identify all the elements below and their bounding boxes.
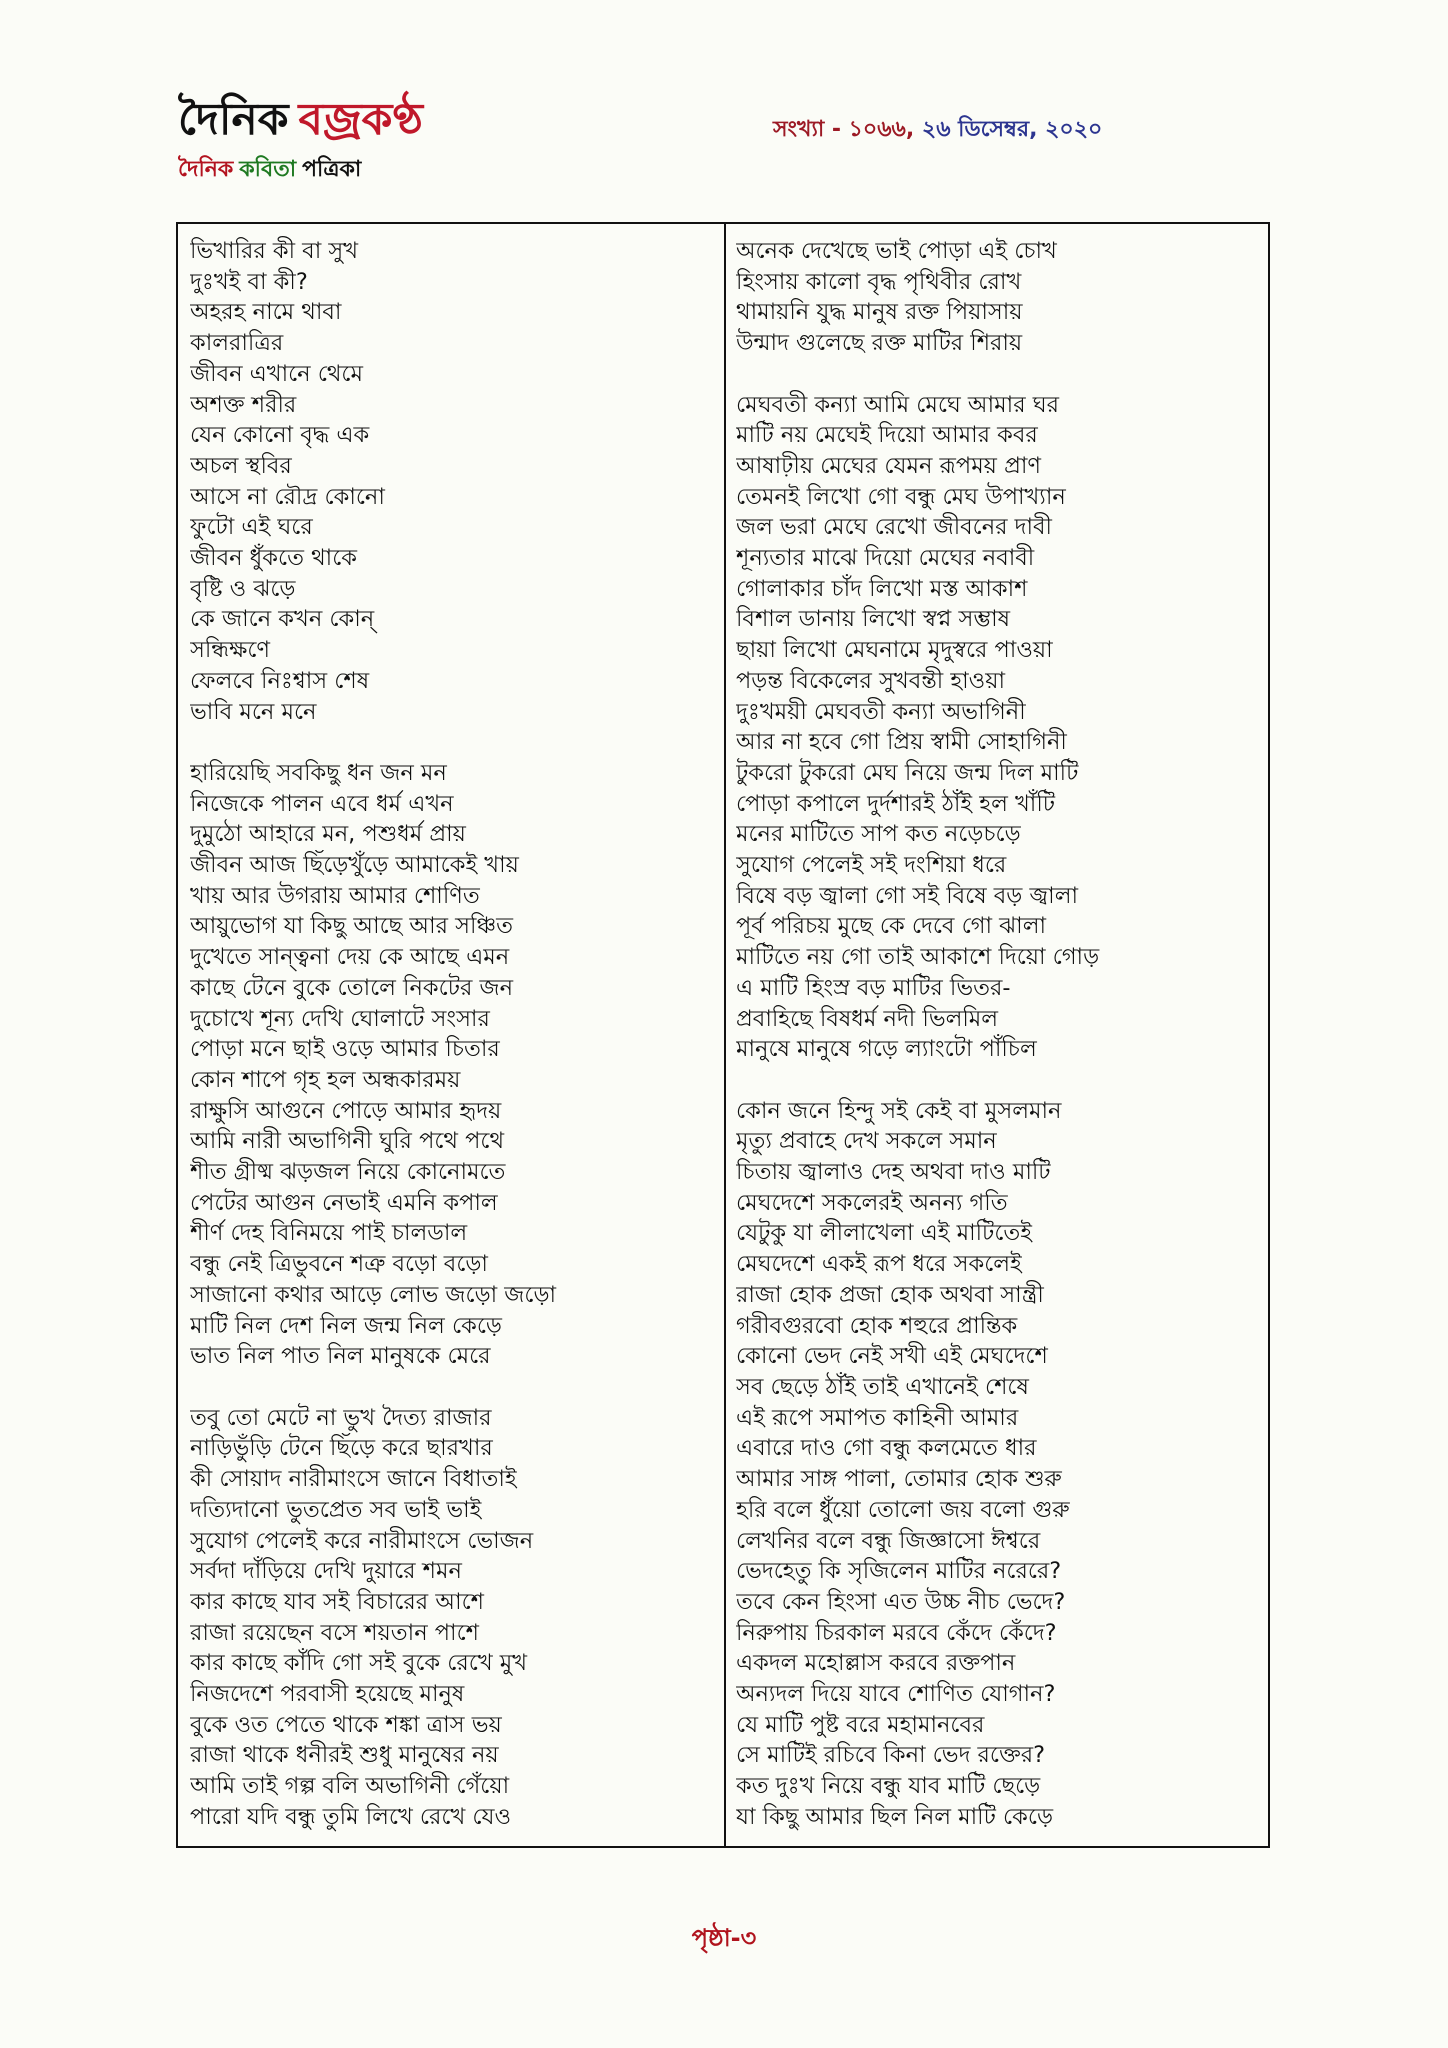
poem-line: এই রূপে সমাপত কাহিনী আমার	[736, 1404, 1019, 1431]
poem-line: থামায়নি যুদ্ধ মানুষ রক্ত পিয়াসায়	[736, 299, 1023, 326]
page-number: পৃষ্ঠা-৩	[691, 1924, 757, 1952]
poem-line: সর্বদা দাঁড়িয়ে দেখি দুয়ারে শমন	[190, 1558, 462, 1585]
poem-line: অচল স্থবির	[190, 452, 292, 479]
poem-line: সন্ধিক্ষণে	[190, 637, 270, 664]
logo-word-2: বজ্রকণ্ঠ	[298, 94, 423, 145]
poem-line: যা কিছু আমার ছিল নিল মাটি কেড়ে	[736, 1803, 1054, 1830]
poem-line: যেটুকু যা লীলাখেলা এই মাটিতেই	[736, 1220, 1032, 1247]
poem-line: কালরাত্রির	[190, 330, 284, 357]
poem-line: সে মাটিই রচিবে কিনা ভেদ রক্তের?	[736, 1742, 1046, 1769]
poem-line: আয়ুভোগ যা কিছু আছে আর সঞ্চিত	[190, 913, 514, 940]
stanza	[190, 758, 715, 1372]
poem-line: ভাত নিল পাত নিল মানুষকে মেরে	[190, 1343, 491, 1370]
poem-line: কোন জনে হিন্দু সই কেই বা মুসলমান	[736, 1097, 1062, 1124]
poem-line: যে মাটি পুষ্ট বরে মহামানবের	[736, 1711, 985, 1738]
poem-line: গোলাকার চাঁদ লিখো মস্ত আকাশ	[736, 575, 1028, 602]
poem-line: আসে না রৌদ্র কোনো	[190, 483, 385, 510]
poem-line: মাটি নয় মেঘেই দিয়ো আমার কবর	[736, 422, 1038, 449]
column-divider	[724, 224, 726, 1846]
issue-info	[773, 112, 1102, 149]
poem-line: একদল মহোল্লাস করবে রক্তপান	[736, 1650, 1016, 1677]
poem-line: বিশাল ডানায় লিখো স্বপ্ন সম্ভাষ	[736, 606, 1011, 633]
poem-line: তবে কেন হিংসা এত উচ্চ নীচ ভেদে?	[736, 1588, 1066, 1615]
poem-line: দুঃখময়ী মেঘবতী কন্যা অভাগিনী	[736, 698, 1026, 725]
poem-left-column	[190, 236, 715, 1833]
poem-line: ভেদহেতু কি সৃজিলেন মাটির নরেরে?	[736, 1558, 1062, 1585]
poem-line: চিতায় জ্বালাও দেহ অথবা দাও মাটি	[736, 1159, 1051, 1186]
poem-line: মৃত্যু প্রবাহে দেখ সকলে সমান	[736, 1128, 997, 1155]
poem-line: কত দুঃখ নিয়ে বন্ধু যাব মাটি ছেড়ে	[736, 1773, 1041, 1800]
tagline-part-2: কবিতা	[239, 157, 297, 182]
poem-line: কার কাছে যাব সই বিচারের আশে	[190, 1588, 484, 1615]
poem-line: হিংসায় কালো বৃদ্ধ পৃথিবীর রোখ	[736, 268, 1022, 295]
poem-line: পোড়া মনে ছাই ওড়ে আমার চিতার	[190, 1036, 500, 1063]
poem-line: বন্ধু নেই ত্রিভুবনে শত্রু বড়ো বড়ো	[190, 1251, 488, 1278]
poem-line: জীবন ধুঁকতে থাকে	[190, 545, 357, 572]
poem-line: মাটি নিল দেশ নিল জন্ম নিল কেড়ে	[190, 1312, 502, 1339]
poem-line: আর না হবে গো প্রিয় স্বামী সোহাগিনী	[736, 729, 1067, 756]
tagline	[178, 152, 423, 189]
poem-line: সুযোগ পেলেই করে নারীমাংসে ভোজন	[190, 1527, 534, 1554]
poem-line: হরি বলে ধুঁয়ো তোলো জয় বলো গুরু	[736, 1496, 1070, 1523]
poem-line: ভাবি মনে মনে	[190, 698, 317, 725]
poem-line: পূর্ব পরিচয় মুছে কে দেবে গো ঝালা	[736, 913, 1046, 940]
poem-line: নিজদেশে পরবাসী হয়েছে মানুষ	[190, 1681, 465, 1708]
poem-line: দত্যিদানো ভুতপ্রেত সব ভাই ভাই	[190, 1496, 482, 1523]
masthead	[178, 92, 423, 189]
poem-line: অনেক দেখেছে ভাই পোড়া এই চোখ	[736, 238, 1057, 264]
poem-line: খায় আর উগরায় আমার শোণিত	[190, 882, 480, 909]
issue-number: সংখ্যা - ১০৬৬,	[773, 117, 915, 142]
poem-line: অন্যদল দিয়ে যাবে শোণিত যোগান?	[736, 1681, 1056, 1708]
poem-line: উন্মাদ গুলেছে রক্ত মাটির শিরায়	[736, 330, 1023, 357]
poem-line: সাজানো কথার আড়ে লোভ জড়ো জড়ো	[190, 1281, 557, 1308]
poem-line: জীবন এখানে থেমে	[190, 360, 363, 387]
poem-line: রাজা থাকে ধনীরই শুধু মানুষের নয়	[190, 1742, 499, 1769]
poem-line: ভিখারির কী বা সুখ	[190, 238, 359, 264]
poem-line: জীবন আজ ছিঁড়েখুঁড়ে আমাকেই খায়	[190, 852, 519, 879]
poem-line: এবারে দাও গো বন্ধু কলমেতে ধার	[736, 1435, 1037, 1462]
poem-line: অহরহ নামে থাবা	[190, 299, 342, 326]
poem-line: প্রবাহিছে বিষধর্ম নদী ভিলমিল	[736, 1005, 999, 1032]
poem-line: সব ছেড়ে ঠাঁই তাই এখানেই শেষে	[736, 1373, 1029, 1400]
poem-line: পড়ন্ত বিকেলের সুখবন্তী হাওয়া	[736, 667, 1006, 694]
poem-line: অশক্ত শরীর	[190, 391, 297, 418]
stanza	[736, 390, 1261, 1065]
poem-line: সুযোগ পেলেই সই দংশিয়া ধরে	[736, 852, 1007, 879]
poem-line: কাছে টেনে বুকে তোলে নিকটের জন	[190, 974, 514, 1001]
poem-line: নিরুপায় চিরকাল মরবে কেঁদে কেঁদে?	[736, 1619, 1057, 1646]
poem-line: শূন্যতার মাঝে দিয়ো মেঘের নবাবী	[736, 545, 1035, 572]
poem-line: হারিয়েছি সবকিছু ধন জন মন	[190, 759, 447, 786]
stanza	[736, 1096, 1261, 1833]
poem-line: রাক্ষুসি আগুনে পোড়ে আমার হৃদয়	[190, 1097, 502, 1124]
poem-line: মেঘদেশে একই রূপ ধরে সকলেই	[736, 1251, 1022, 1278]
poem-line: আমার সাঙ্গ পালা, তোমার হোক শুরু	[736, 1466, 1062, 1493]
poem-frame	[176, 222, 1270, 1848]
poem-line: বুকে ওত পেতে থাকে শঙ্কা ত্রাস ভয়	[190, 1711, 502, 1738]
poem-line: এ মাটি হিংস্র বড় মাটির ভিতর-	[736, 974, 1011, 1001]
poem-line: দুখেতে সান্ত্বনা দেয় কে আছে এমন	[190, 944, 510, 971]
poem-line: ছায়া লিখো মেঘনামে মৃদুস্বরে পাওয়া	[736, 637, 1053, 664]
poem-line: কোন শাপে গৃহ হল অন্ধকারময়	[190, 1066, 461, 1093]
poem-line: পেটের আগুন নেভাই এমনি কপাল	[190, 1189, 498, 1216]
stanza	[190, 236, 715, 727]
poem-line: বিষে বড় জ্বালা গো সই বিষে বড় জ্বালা	[736, 882, 1078, 909]
poem-line: লেখনির বলে বন্ধু জিজ্ঞাসো ঈশ্বরে	[736, 1527, 1041, 1554]
poem-right-column	[736, 236, 1261, 1833]
issue-date: ২৬ ডিসেম্বর, ২০২০	[921, 117, 1103, 142]
poem-line: শীর্ণ দেহ বিনিময়ে পাই চালডাল	[190, 1220, 468, 1247]
poem-line: বৃষ্টি ও ঝড়ে	[190, 575, 296, 602]
poem-line: মানুষে মানুষে গড়ে ল্যাংটো পাঁচিল	[736, 1036, 1037, 1063]
poem-line: শীত গ্রীষ্ম ঝড়জল নিয়ে কোনোমতে	[190, 1159, 506, 1186]
poem-line: মনের মাটিতে সাপ কত নড়েচড়ে	[736, 821, 1021, 848]
poem-line: ফুটো এই ঘরে	[190, 514, 313, 541]
poem-line: যেন কোনো বৃদ্ধ এক	[190, 422, 370, 449]
poem-line: দুমুঠো আহারে মন, পশুধর্ম প্রায়	[190, 821, 466, 848]
poem-line: কী সোয়াদ নারীমাংসে জানে বিধাতাই	[190, 1466, 517, 1493]
poem-line: জল ভরা মেঘে রেখো জীবনের দাবী	[736, 514, 1052, 541]
poem-line: মাটিতে নয় গো তাই আকাশে দিয়ো গোড়	[736, 944, 1100, 971]
poem-line: ফেলবে নিঃশ্বাস শেষ	[190, 667, 370, 694]
poem-line: কে জানে কখন কোন্	[190, 606, 375, 633]
logo-word-1: দৈনিক	[178, 94, 289, 145]
tagline-part-3: পত্রিকা	[302, 157, 362, 182]
poem-line: তেমনই লিখো গো বন্ধু মেঘ উপাখ্যান	[736, 483, 1066, 510]
poem-line: রাজা রয়েছেন বসে শয়তান পাশে	[190, 1619, 479, 1646]
poem-line: নাড়িভুঁড়ি টেনে ছিঁড়ে করে ছারখার	[190, 1435, 493, 1462]
poem-line: পোড়া কপালে দুর্দশারই ঠাঁই হল খাঁটি	[736, 790, 1056, 817]
poem-line: গরীবগুরবো হোক শহুরে প্রান্তিক	[736, 1312, 1018, 1339]
poem-line: রাজা হোক প্রজা হোক অথবা সান্ত্রী	[736, 1281, 1044, 1308]
poem-line: কোনো ভেদ নেই সখী এই মেঘদেশে	[736, 1343, 1048, 1370]
poem-line: নিজেকে পালন এবে ধর্ম এখন	[190, 790, 454, 817]
poem-line: মেঘদেশে সকলেরই অনন্য গতি	[736, 1189, 1008, 1216]
stanza	[736, 236, 1261, 359]
poem-line: পারো যদি বন্ধু তুমি লিখে রেখে যেও	[190, 1803, 512, 1830]
poem-line: মেঘবতী কন্যা আমি মেঘে আমার ঘর	[736, 391, 1059, 418]
poem-line: আমি নারী অভাগিনী ঘুরি পথে পথে	[190, 1128, 505, 1155]
poem-line: আমি তাই গল্প বলি অভাগিনী গেঁয়ো	[190, 1773, 510, 1800]
tagline-part-1: দৈনিক	[178, 157, 234, 182]
poem-line: টুকরো টুকরো মেঘ নিয়ে জন্ম দিল মাটি	[736, 759, 1079, 786]
poem-line: তবু তো মেটে না ভুখ দৈত্য রাজার	[190, 1404, 492, 1431]
poem-line: দুঃখই বা কী?	[190, 268, 308, 295]
newspaper-logo	[178, 92, 423, 148]
poem-line: আষাঢ়ীয় মেঘের যেমন রূপময় প্রাণ	[736, 452, 1042, 479]
stanza	[190, 1403, 715, 1833]
poem-line: দুচোখে শূন্য দেখি ঘোলাটে সংসার	[190, 1005, 490, 1032]
poem-line: কার কাছে কাঁদি গো সই বুকে রেখে মুখ	[190, 1650, 528, 1677]
